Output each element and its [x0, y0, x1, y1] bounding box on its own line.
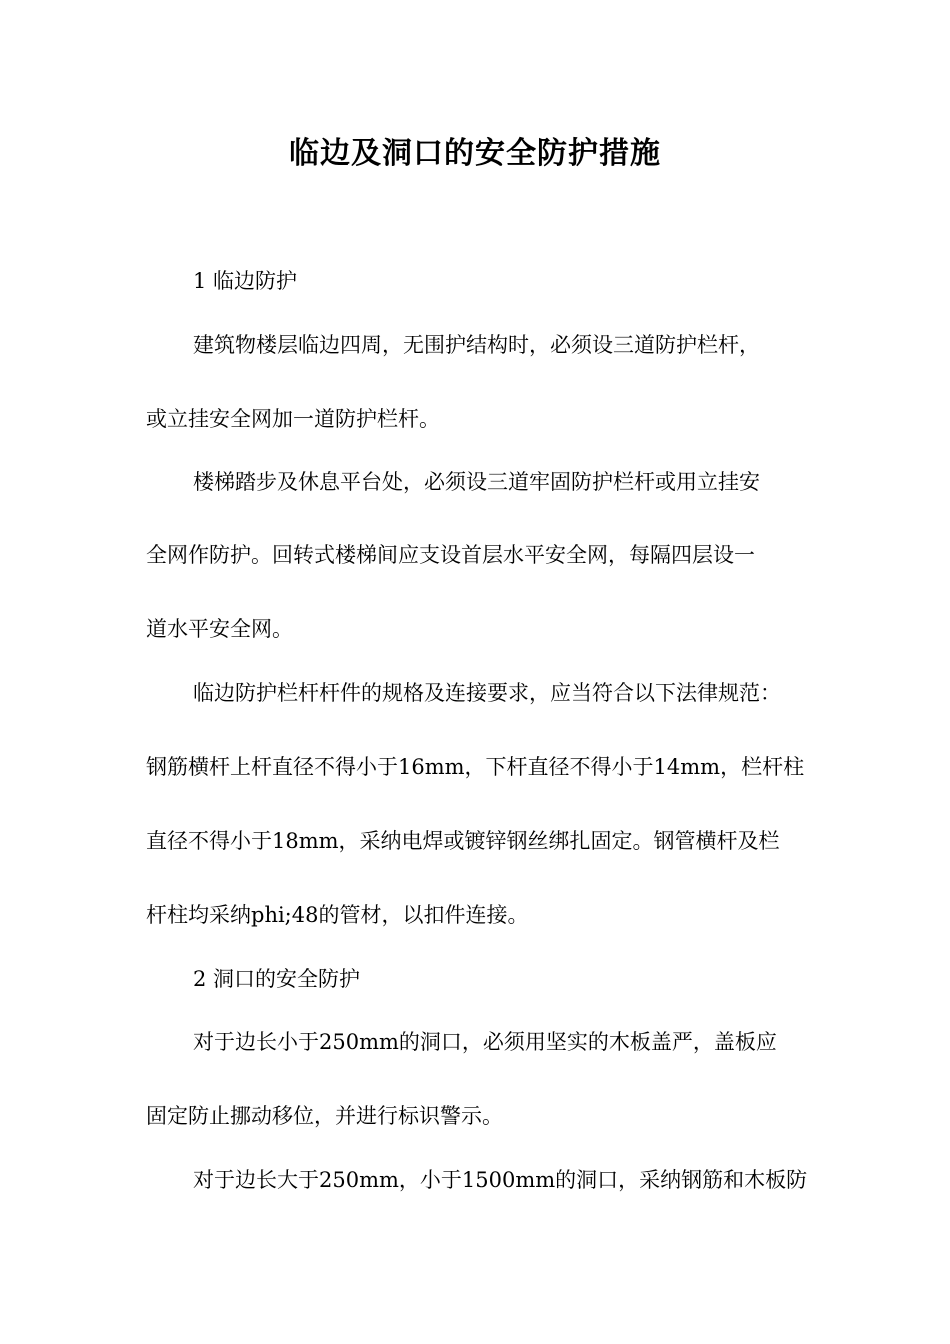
paragraph-line: 对于边长小于250mm的洞口，必须用坚实的木板盖严，盖板应	[193, 1030, 777, 1054]
paragraph-line: 楼梯踏步及休息平台处，必须设三道牢固防护栏杆或用立挂安	[193, 470, 760, 494]
section-heading: 2 洞口的安全防护	[193, 967, 361, 991]
paragraph-line: 道水平安全网。	[146, 617, 293, 641]
paragraph-line: 钢筋横杆上杆直径不得小于16mm，下杆直径不得小于14mm，栏杆柱	[146, 755, 805, 779]
paragraph-line: 全网作防护。回转式楼梯间应支设首层水平安全网，每隔四层设一	[146, 543, 755, 567]
paragraph-line: 建筑物楼层临边四周，无围护结构时，必须设三道防护栏杆，	[193, 333, 760, 357]
paragraph-line: 直径不得小于18mm，采纳电焊或镀锌钢丝绑扎固定。钢管横杆及栏	[146, 829, 780, 853]
section-heading: 1 临边防护	[193, 269, 298, 293]
document-title: 临边及洞口的安全防护措施	[289, 136, 661, 171]
paragraph-line: 杆柱均采纳phi;48的管材，以扣件连接。	[146, 903, 529, 927]
paragraph-line: 临边防护栏杆杆件的规格及连接要求，应当符合以下法律规范：	[193, 681, 781, 705]
paragraph-line: 或立挂安全网加一道防护栏杆。	[146, 407, 440, 431]
paragraph-line: 固定防止挪动移位，并进行标识警示。	[146, 1104, 503, 1128]
paragraph-line: 对于边长大于250mm，小于1500mm的洞口，采纳钢筋和木板防	[193, 1168, 808, 1192]
